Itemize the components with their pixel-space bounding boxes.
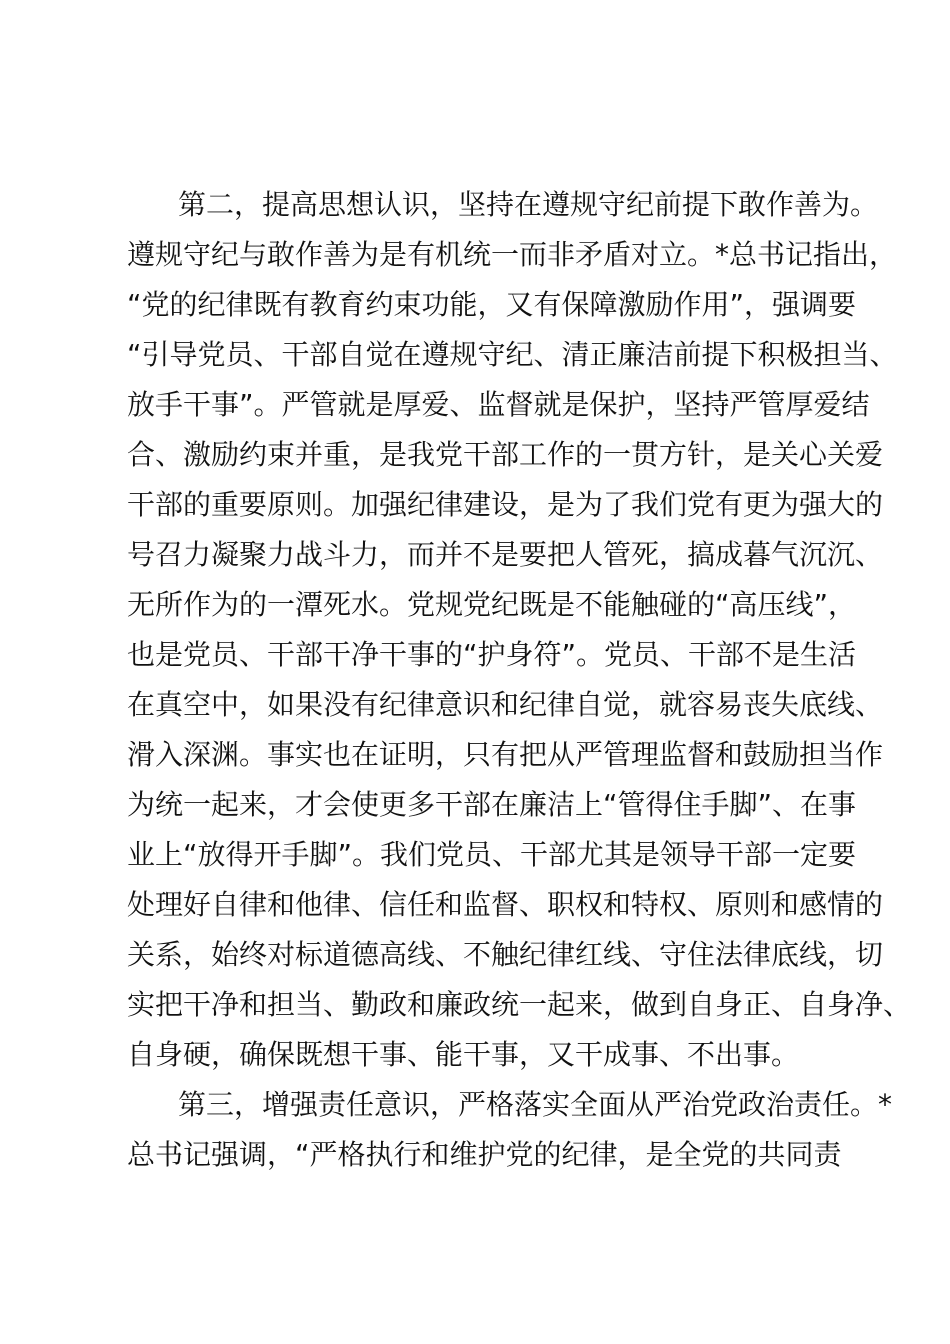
paragraph-2-line-18: 自身硬，确保既想干事、能干事，又干成事、不出事。: [127, 1038, 800, 1071]
paragraph-2-line-10: 也是党员、干部干净干事的“护身符”。党员、干部不是生活: [127, 638, 857, 671]
paragraph-2-line-4: “引导党员、干部自觉在遵规守纪、清正廉洁前提下积极担当、: [127, 338, 898, 371]
paragraph-2-line-15: 处理好自律和他律、信任和监督、职权和特权、原则和感情的: [127, 888, 884, 921]
paragraph-2-line-8: 号召力凝聚力战斗力，而并不是要把人管死，搞成暮气沉沉、: [127, 538, 884, 571]
paragraph-2-line-14: 业上“放得开手脚”。我们党员、干部尤其是领导干部一定要: [127, 838, 857, 871]
paragraph-2-line-1: 第二，提高思想认识，坚持在遵规守纪前提下敢作善为。: [178, 188, 879, 221]
paragraph-2-line-6: 合、激励约束并重，是我党干部工作的一贯方针，是关心关爱: [127, 438, 884, 471]
paragraph-3-line-1: 第三，增强责任意识，严格落实全面从严治党政治责任。*: [178, 1088, 893, 1121]
paragraph-2-line-12: 滑入深渊。事实也在证明，只有把从严管理监督和鼓励担当作: [127, 738, 884, 771]
paragraph-2-line-11: 在真空中，如果没有纪律意识和纪律自觉，就容易丧失底线、: [127, 688, 884, 721]
paragraph-3-line-2: 总书记强调，“严格执行和维护党的纪律，是全党的共同责: [127, 1138, 842, 1171]
paragraph-2-line-7: 干部的重要原则。加强纪律建设，是为了我们党有更为强大的: [127, 488, 884, 521]
paragraph-2-line-2: 遵规守纪与敢作善为是有机统一而非矛盾对立。*总书记指出，: [127, 238, 898, 271]
paragraph-2-line-16: 关系，始终对标道德高线、不触纪律红线、守住法律底线，切: [127, 938, 884, 971]
paragraph-2-line-5: 放手干事”。严管就是厚爱、监督就是保护，坚持严管厚爱结: [127, 388, 870, 421]
paragraph-2-line-3: “党的纪律既有教育约束功能，又有保障激励作用”，强调要: [127, 288, 857, 321]
paragraph-2-line-9: 无所作为的一潭死水。党规党纪既是不能触碰的“高压线”，: [127, 588, 857, 621]
paragraph-2-line-17: 实把干净和担当、勤政和廉政统一起来，做到自身正、自身净、: [127, 988, 912, 1021]
paragraph-2-line-13: 为统一起来，才会使更多干部在廉洁上“管得住手脚”、在事: [127, 788, 857, 821]
